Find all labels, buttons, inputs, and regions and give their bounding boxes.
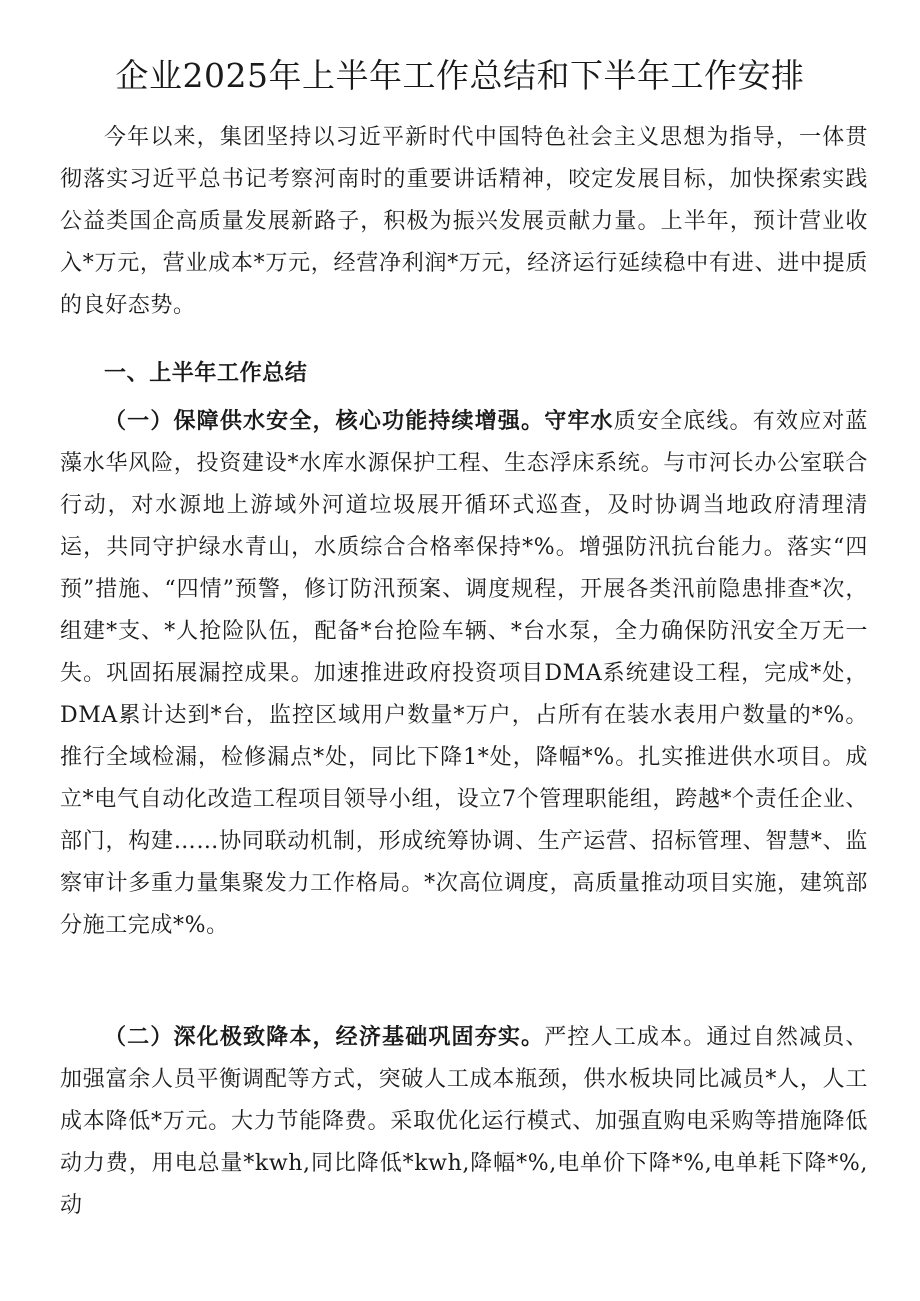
section-2-paragraph: [60, 1016, 868, 1286]
document-title: 企业2025年上半年工作总结和下半年工作安排: [115, 56, 805, 95]
section-heading-1: 一、上半年工作总结: [104, 360, 308, 386]
section-1-text: 质安全底线。有效应对蓝藻水华风险，投资建设*水库水源保护工程、生态浮床系统。与市河长办公室联合行动，对水源地上游域外河道垃圾展开循环式巡查，及时协调当地政府清理清运，共同守护绿水青山，水质综合合格率保持*%。增强防汛抗台能力。落实“四预”措施、“四情”预警，修订防汛预案、调度规程，开展各类汛前隐患排查*次，组建*支、*人抢险队伍，配备*台抢险车辆、*台水泵，全力确保防汛安全万无一失。巩固拓展漏控成果。加速推进政府投资项目DMA系统建设工程，完成*处，DMA累计达到*台，监控区域用户数量*万户，占所有在装水表用户数量的*%。推行全域检漏，检修漏点*处，同比下降1*处，降幅*%。扎实推进供水项目。成立*电气自动化改造工程项目领导小组，设立7个管理职能组，跨越*个责任企业、部门，构建……协同联动机制，形成统筹协调、生产运营、招标管理、智慧*、监察审计多重力量集聚发力工作格局。*次高位调度，高质量推动项目实施，建筑部分施工完成*%。: [60, 409, 869, 938]
section-2-text: 严控人工成本。通过自然减员、加强富余人员平衡调配等方式，突破人工成本瓶颈，供水板块同比减员*人，人工成本降低*万元。大力节能降费。采取优化运行模式、加强直购电采购等措施降低动力费，用电总量*kwh,同比降低*kwh,降幅*%,电单价下降*%,电单耗下降*%,动: [60, 1025, 868, 1218]
section-1-paragraph: [60, 400, 868, 947]
section-1-lead: （一）保障供水安全，核心功能持续增强。守牢水: [104, 408, 614, 434]
section-2-lead: （二）深化极致降本，经济基础巩固夯实。: [104, 1024, 545, 1050]
intro-paragraph: 今年以来，集团坚持以习近平新时代中国特色社会主义思想为指导，一体贯彻落实习近平总书记考察河南时的重要讲话精神，咬定发展目标，加快探索实践公益类国企高质量发展新路子，积极为振兴发展贡献力量。上半年，预计营业收入*万元，营业成本*万元，经营净利润*万元，经济运行延续稳中有进、进中提质的良好态势。: [60, 125, 868, 318]
